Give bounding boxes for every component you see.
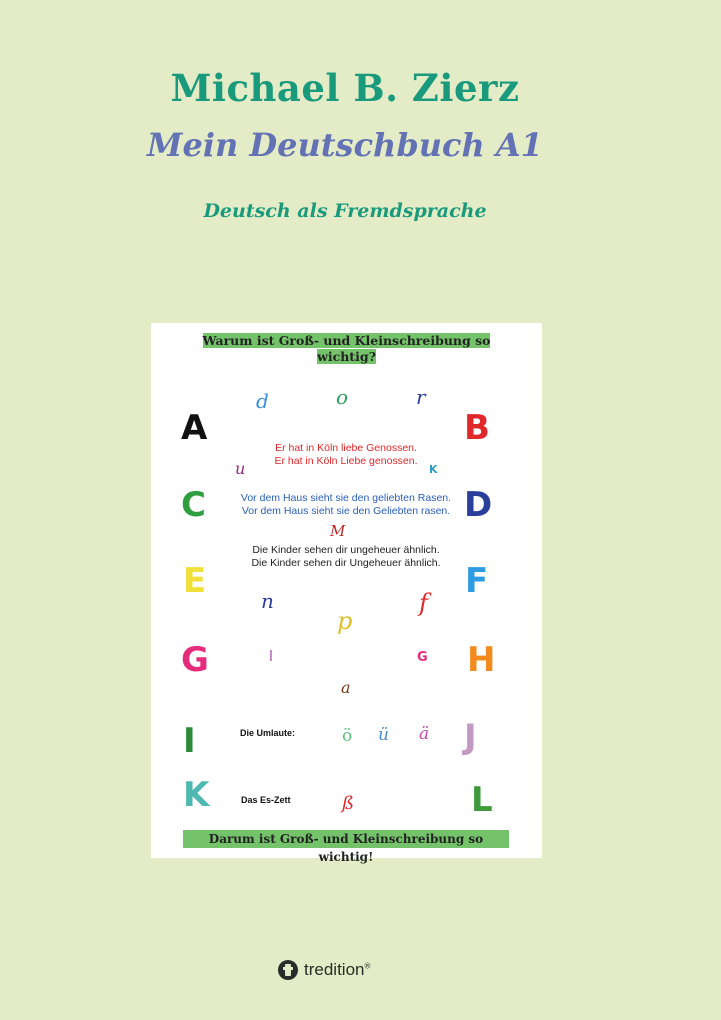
sentence-line: Vor dem Haus sieht sie den Geliebten rasen. bbox=[241, 505, 451, 517]
eszett: ß bbox=[342, 793, 355, 814]
capital-letter-a: A bbox=[181, 408, 208, 448]
sentence-pair-2 bbox=[221, 492, 471, 518]
small-letter-o: o bbox=[336, 385, 349, 409]
capital-letter-h: H bbox=[467, 640, 496, 680]
registered-mark: ® bbox=[364, 961, 371, 971]
eszett-label: Das Es-Zett bbox=[241, 795, 291, 805]
author-name: Michael B. Zierz bbox=[170, 66, 520, 110]
small-letter-p: p bbox=[337, 607, 353, 635]
umlaute-label: Die Umlaute: bbox=[240, 728, 296, 738]
banner-bottom: Darum ist Groß- und Kleinschreibung so wichtig! bbox=[183, 830, 509, 848]
publisher-logo bbox=[278, 958, 370, 982]
sentence-pair-3 bbox=[221, 544, 471, 570]
small-letter-f: f bbox=[419, 589, 428, 617]
capital-letter-g: G bbox=[181, 640, 209, 680]
sentence-line: Er hat in Köln Liebe genossen. bbox=[274, 455, 418, 467]
small-letter-a: a bbox=[341, 678, 351, 697]
small-letter-g: G bbox=[417, 650, 428, 665]
small-letter-m: M bbox=[330, 522, 346, 540]
small-letter-u: u bbox=[235, 459, 246, 478]
book-title: Mein Deutschbuch A1 bbox=[147, 126, 543, 164]
capital-letter-e: E bbox=[183, 561, 207, 601]
small-letter-k: K bbox=[429, 463, 438, 476]
capital-letter-b: B bbox=[464, 408, 490, 448]
sentence-pair-1 bbox=[221, 442, 471, 468]
capital-letter-k: K bbox=[183, 775, 210, 815]
sentence-line: Die Kinder sehen dir Ungeheuer ähnlich. bbox=[251, 557, 441, 569]
umlaut-a: ä bbox=[419, 724, 430, 744]
publisher-name-text: tredition bbox=[304, 960, 365, 979]
umlaut-u: ü bbox=[378, 725, 389, 745]
capital-letter-f: F bbox=[465, 561, 489, 601]
small-letter-n: n bbox=[261, 589, 274, 613]
sentence-line: Die Kinder sehen dir ungeheuer ähnlich. bbox=[252, 544, 440, 556]
publisher-name bbox=[304, 960, 370, 980]
capital-letter-i: I bbox=[183, 721, 196, 761]
sentence-line: Er hat in Köln liebe Genossen. bbox=[275, 442, 417, 454]
cover-image bbox=[151, 323, 542, 864]
capital-letter-l: L bbox=[471, 780, 493, 820]
umlaut-o: ö bbox=[342, 726, 353, 746]
banner-top bbox=[194, 333, 499, 365]
sentence-line: Vor dem Haus sieht sie den geliebten Rasen. bbox=[240, 492, 452, 504]
capital-letter-d: D bbox=[464, 485, 493, 525]
banner-top-text: Warum ist Groß- und Kleinschreibung so wichtig? bbox=[202, 333, 491, 364]
small-letter-d: d bbox=[256, 389, 269, 413]
capital-letter-c: C bbox=[181, 485, 206, 525]
tredition-logo-icon bbox=[278, 960, 298, 980]
small-letter-r: r bbox=[416, 385, 426, 409]
small-letter-l: l bbox=[269, 649, 273, 665]
capital-letter-j: J bbox=[464, 717, 477, 757]
book-subtitle: Deutsch als Fremdsprache bbox=[203, 200, 487, 222]
